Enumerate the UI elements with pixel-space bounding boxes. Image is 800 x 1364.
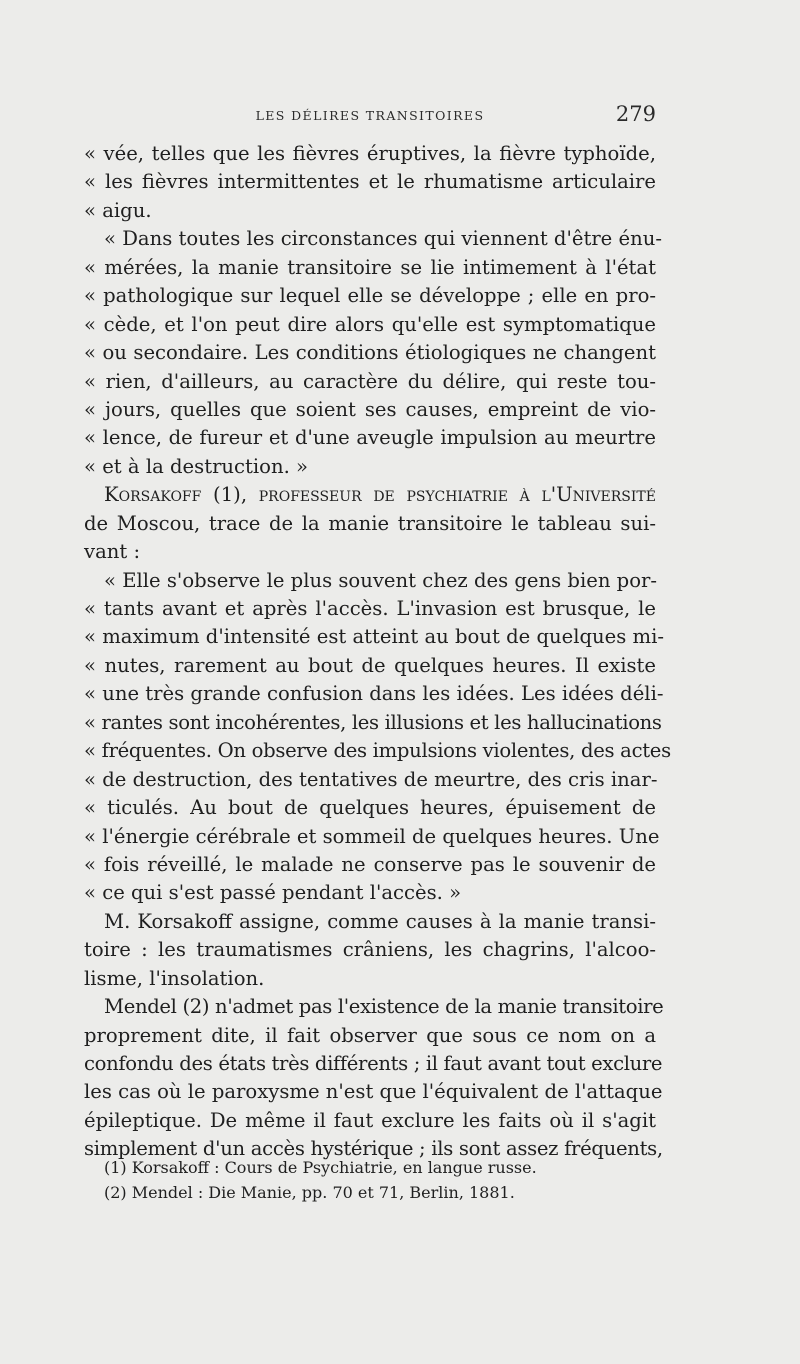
text-line: « et à la destruction. »	[84, 454, 309, 478]
running-title: LES DÉLIRES TRANSITOIRES	[255, 108, 485, 123]
text-line: « rien, d'ailleurs, au caractère du délire, qui reste tou-	[84, 369, 656, 393]
text-line: « nutes, rarement au bout de quelques heures. Il existe	[84, 653, 656, 677]
text-line: Mendel (2) n'admet pas l'existence de la manie transitoire	[104, 995, 664, 1019]
text-line: « ticulés. Au bout de quelques heures, épuisement de	[84, 796, 656, 820]
text-line: « pathologique sur lequel elle se développe ; elle en pro-	[84, 284, 656, 308]
text-line: « cède, et l'on peut dire alors qu'elle est symptomatique	[84, 312, 656, 336]
text-line: proprement dite, il fait observer que sous ce nom on a	[84, 1023, 656, 1047]
text-line: « de destruction, des tentatives de meurtre, des cris inar-	[84, 767, 658, 791]
text-line: « maximum d'intensité est atteint au bout de quelques mi-	[84, 625, 664, 649]
text-line: vant :	[84, 540, 141, 564]
footnotes	[104, 1155, 656, 1205]
text-line: « les fièvres intermittentes et le rhumatisme articulaire	[84, 170, 656, 194]
body-text	[84, 140, 671, 1164]
text-line: « vée, telles que les fièvres éruptives, la fièvre typhoïde,	[84, 142, 656, 165]
text-line: toire : les traumatismes crâniens, les chagrins, l'alcoo-	[84, 938, 656, 962]
text-line: confondu des états très différents ; il faut avant tout exclure	[84, 1052, 663, 1075]
text-line: simplement d'un accès hystérique ; ils sont assez fréquents,	[84, 1137, 663, 1161]
text-line: épileptique. De même il faut exclure les faits où il s'agit	[84, 1108, 656, 1132]
text-line: M. Korsakoff assigne, comme causes à la manie transi-	[104, 909, 656, 933]
text-line: « ce qui s'est passé pendant l'accès. »	[84, 881, 462, 905]
text-line: de Moscou, trace de la manie transitoire le tableau sui-	[84, 511, 656, 535]
text-line: « rantes sont incohérentes, les illusions et les hallucinations	[84, 710, 662, 734]
running-head	[84, 104, 656, 128]
text-line: « jours, quelles que soient ses causes, empreint de vio-	[84, 397, 656, 421]
text-line: lisme, l'insolation.	[84, 966, 265, 990]
text-line: les cas où le paroxysme n'est que l'équivalent de l'attaque	[84, 1080, 663, 1104]
text-line: « aigu.	[84, 198, 152, 222]
text-line: « lence, de fureur et d'une aveugle impulsion au meurtre	[84, 426, 656, 450]
text-line: « une très grande confusion dans les idées. Les idées déli-	[84, 682, 664, 706]
text-line: « Elle s'observe le plus souvent chez des gens bien por-	[104, 568, 658, 592]
text-line: « Dans toutes les circonstances qui viennent d'être énu-	[104, 227, 662, 251]
text-line: « tants avant et après l'accès. L'invasion est brusque, le	[84, 597, 656, 620]
text-line: « mérées, la manie transitoire se lie intimement à l'état	[84, 255, 656, 279]
page-number: 279	[615, 102, 656, 126]
text-line: « fois réveillé, le malade ne conserve pas le souvenir de	[84, 852, 656, 876]
text-line: Korsakoff (1), professeur de psychiatrie à l'Université	[104, 483, 656, 507]
footnote: (2) Mendel : Die Manie, pp. 70 et 71, Berlin, 1881.	[104, 1183, 515, 1202]
text-line: « fréquentes. On observe des impulsions violentes, des actes	[84, 739, 671, 763]
text-line: « ou secondaire. Les conditions étiologiques ne changent	[84, 341, 656, 365]
footnote: (1) Korsakoff : Cours de Psychiatrie, en langue russe.	[104, 1158, 537, 1177]
text-line: « l'énergie cérébrale et sommeil de quelques heures. Une	[84, 824, 660, 848]
